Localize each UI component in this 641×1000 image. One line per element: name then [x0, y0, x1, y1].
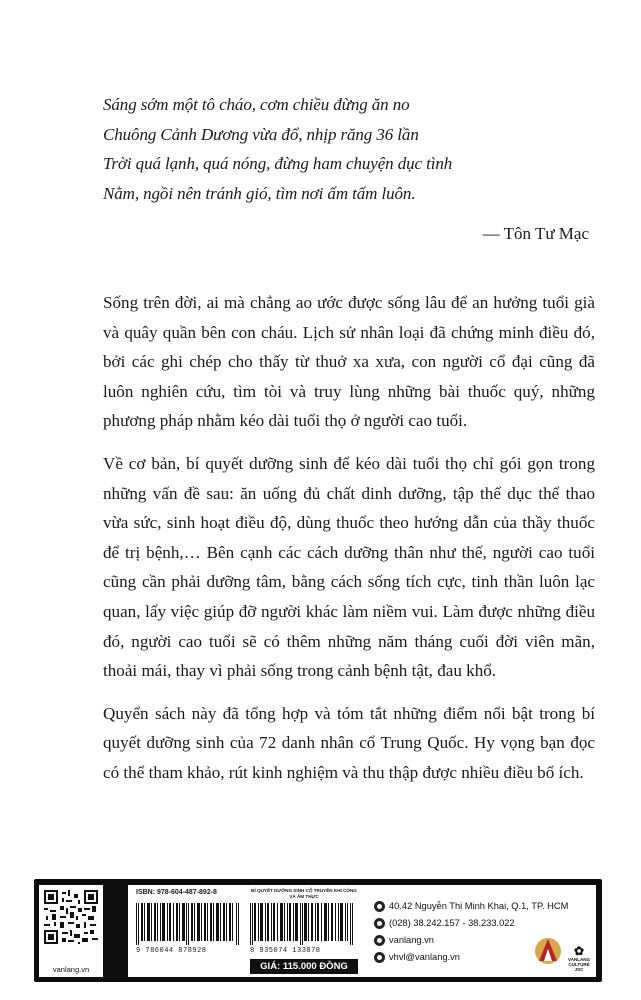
qr-url: vanlang.vn: [52, 965, 90, 974]
publisher-contact: [360, 885, 596, 977]
globe-icon: [374, 935, 385, 946]
poem-line: Trời quá lạnh, quá nóng, đừng ham chuyện dục tình: [103, 154, 453, 173]
poem-attribution: — Tôn Tư Mạc: [482, 224, 589, 243]
website-row: [374, 933, 434, 947]
poem-line: Nằm, ngồi nên tránh gió, tìm nơi ấm tấm luôn.: [103, 183, 416, 203]
qr-code-icon: [44, 890, 98, 944]
publisher-emblem-icon: [533, 931, 563, 971]
phone-row: [374, 916, 515, 930]
body-paragraph: Sống trên đời, ai mà chẳng ao ước được sống lâu để an hưởng tuổi già và quây quần bên con cháu. Lịch sử nhân loại đã chứng minh điều đó, bởi các ghi chép cho thấy từ thuở xa xưa, con người cổ đại cũng đã luôn nghiên cứu, tìm tòi và truy lùng những bài thuốc quý, những phương pháp nhằm kéo dài tuổi thọ ở người cao tuổi.: [103, 293, 595, 431]
book-title-small: BÍ QUYẾT DƯỠNG SINH CỔ TRUYỀN KHI CÒNG VÀ ẨM THỰC: [251, 888, 357, 899]
website-text: vanlang.vn: [389, 935, 434, 945]
phone-text: (028) 38.242.157 - 38.233.022: [389, 918, 515, 928]
address-text: 40.42 Nguyễn Thị Minh Khai, Q.1, TP. HCM: [389, 901, 569, 911]
email-text: vhvl@vanlang.vn: [389, 952, 460, 962]
publisher-logo-text: VANLANG CULTURE JSC: [568, 957, 590, 972]
phone-icon: [374, 918, 385, 929]
isbn-label: ISBN: 978-604-487-892-8: [136, 889, 244, 896]
body-paragraph: Về cơ bản, bí quyết dưỡng sinh để kéo dài tuổi thọ chỉ gói gọn trong những vấn đề sau: ăn uống đủ chất dinh dưỡng, tập thể dục thể thao vừa sức, sinh hoạt điều độ, dùng thuốc theo hướng dẫn của thầy thuốc để trị bệnh,… Bên cạnh các cách dưỡng thân như thế, người cao tuổi cũng cần phải dưỡng tâm, bằng cách sống tích cực, tinh thần luôn lạc quan, lấy việc giúp đỡ người khác làm niềm vui. Làm được những điều đó, người cao tuổi sẽ có thêm những năm tháng cuối đời viên mãn, thoải mái, thay vì phải sống trong cảnh bệnh tật, đau khổ.: [103, 453, 595, 681]
poem-line: Chuông Cảnh Dương vừa đổ, nhịp răng 36 lần: [103, 124, 419, 144]
price-barcode: [250, 903, 354, 945]
address-row: [374, 899, 568, 913]
epigraph-poem: [103, 90, 603, 208]
isbn-barcode: [136, 903, 240, 945]
qr-code-panel: [39, 885, 103, 977]
isbn-barcode-number: 9 786044 878928: [136, 947, 207, 955]
price-barcode-number: 8 935074 133878: [250, 947, 321, 955]
poem-line: Sáng sớm một tô cháo, cơm chiều đừng ăn no: [103, 95, 410, 114]
email-icon: [374, 952, 385, 963]
publisher-logo-mark-icon: ✿: [573, 944, 585, 958]
price-label: GIÁ: 115.000 ĐỒNG: [250, 959, 358, 974]
back-cover-body: [103, 288, 595, 788]
publisher-logo: [565, 945, 593, 972]
back-cover-footer: [34, 879, 602, 982]
email-row: [374, 950, 460, 964]
body-paragraph: Quyển sách này đã tổng hợp và tóm tắt những điểm nổi bật trong bí quyết dưỡng sinh của 72 danh nhân cổ Trung Quốc. Hy vọng bạn đọc có thể tham khảo, rút kinh nghiệm và thu thập được nhiều điều bổ ích.: [103, 703, 595, 782]
barcode-panel: [128, 885, 360, 977]
location-icon: [374, 901, 385, 912]
